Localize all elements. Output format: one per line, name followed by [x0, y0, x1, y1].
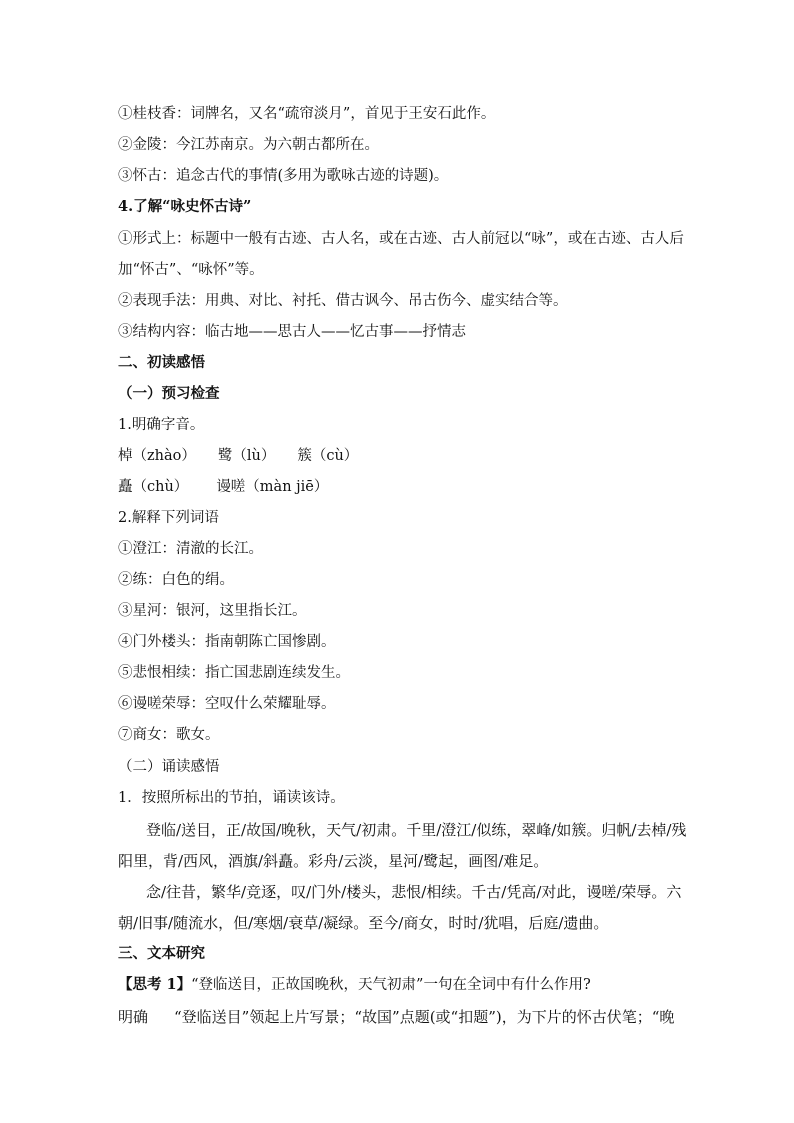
preview-check-heading: （一）预习检查: [118, 385, 220, 402]
vocab-item: ⑥谩嗟荣辱：空叹什么荣耀耻辱。: [118, 696, 336, 712]
pronunciation-question: 1.明确字音。: [118, 417, 205, 433]
vocab-question: 2.解释下列词语: [118, 510, 219, 526]
poem-stanza-1-line-1: 登临/送目，正/故国/晚秋，天气/初肃。千里/澄江/似练，翠峰/如簇。归帆/去棹/残: [146, 821, 687, 839]
recitation-heading: （二）诵读感悟: [118, 759, 220, 775]
form-text-line-2: 加“怀古”、“咏怀”等。: [118, 262, 264, 278]
pronunciation-row-1: [118, 446, 678, 466]
poem-stanza-2-line-2: 朝/旧事/随流水，但/寒烟/衰草/凝绿。至今/商女，时时/犹唱，后庭/遗曲。: [118, 914, 609, 932]
vocab-item: ④门外楼头：指南朝陈亡国惨剧。: [118, 634, 336, 650]
pronunciation-item: 鹭（lù）: [217, 448, 276, 464]
answer-line: [118, 1007, 678, 1027]
section-4-heading: 4.了解“咏史怀古诗”: [118, 198, 252, 215]
vocab-item: ②练：白色的绢。: [118, 572, 234, 588]
vocab-item: ⑤悲恨相续：指亡国悲剧连续发生。: [118, 665, 350, 681]
vocab-item: ③星河：银河，这里指长江。: [118, 603, 307, 619]
pronunciation-item: 簇（cù）: [297, 448, 359, 464]
vocab-item: ①澄江：清澈的长江。: [118, 541, 263, 557]
note-jinling: ②金陵：今江苏南京。为六朝古都所在。: [118, 137, 379, 153]
recitation-instruction: 1．按照所标出的节拍，诵读该诗。: [118, 790, 345, 806]
poem-stanza-2-line-1: 念/往昔，繁华/竞逐，叹/门外/楼头，悲恨/相续。千古/凭高/对此，谩嗟/荣辱。六: [146, 883, 682, 901]
note-huaigu: ③怀古：追念古代的事情(多用为歌咏古迹的诗题)。: [118, 168, 449, 184]
note-guizhixiang: ①桂枝香：词牌名，又名“疏帘淡月”，首见于王安石此作。: [118, 106, 496, 122]
pronunciation-row-2: [118, 477, 678, 497]
pronunciation-item: 棹（zhào）: [118, 448, 196, 464]
pronunciation-item: 谩嗟（màn jiē）: [216, 479, 329, 495]
part-2-heading: 二、初读感悟: [118, 354, 205, 371]
answer-label: 明确: [118, 1008, 149, 1026]
think-1-question: [118, 975, 678, 995]
part-3-heading: 三、文本研究: [118, 945, 205, 962]
think-1-text: “登临送目，正故国晚秋，天气初肃”一句在全词中有什么作用?: [191, 977, 591, 993]
structure-text: ③结构内容：临古地——思古人——忆古事——抒情志: [118, 324, 466, 340]
think-1-tag: 【思考 1】: [118, 976, 192, 993]
poem-stanza-1-line-2: 阳里，背/西风，酒旗/斜矗。彩舟/云淡，星河/鹭起，画图/难足。: [118, 852, 549, 870]
technique-text: ②表现手法：用典、对比、衬托、借古讽今、吊古伤今、虚实结合等。: [118, 293, 568, 309]
form-text-line-1: ①形式上：标题中一般有古迹、古人名，或在古迹、古人前冠以“咏”，或在古迹、古人后: [118, 231, 684, 247]
answer-text: “登临送目”领起上片写景；“故国”点题(或“扣题”)，为下片的怀古伏笔；“晚: [174, 1008, 675, 1026]
vocab-item: ⑦商女：歌女。: [118, 727, 220, 743]
pronunciation-item: 矗（chù）: [118, 479, 189, 495]
